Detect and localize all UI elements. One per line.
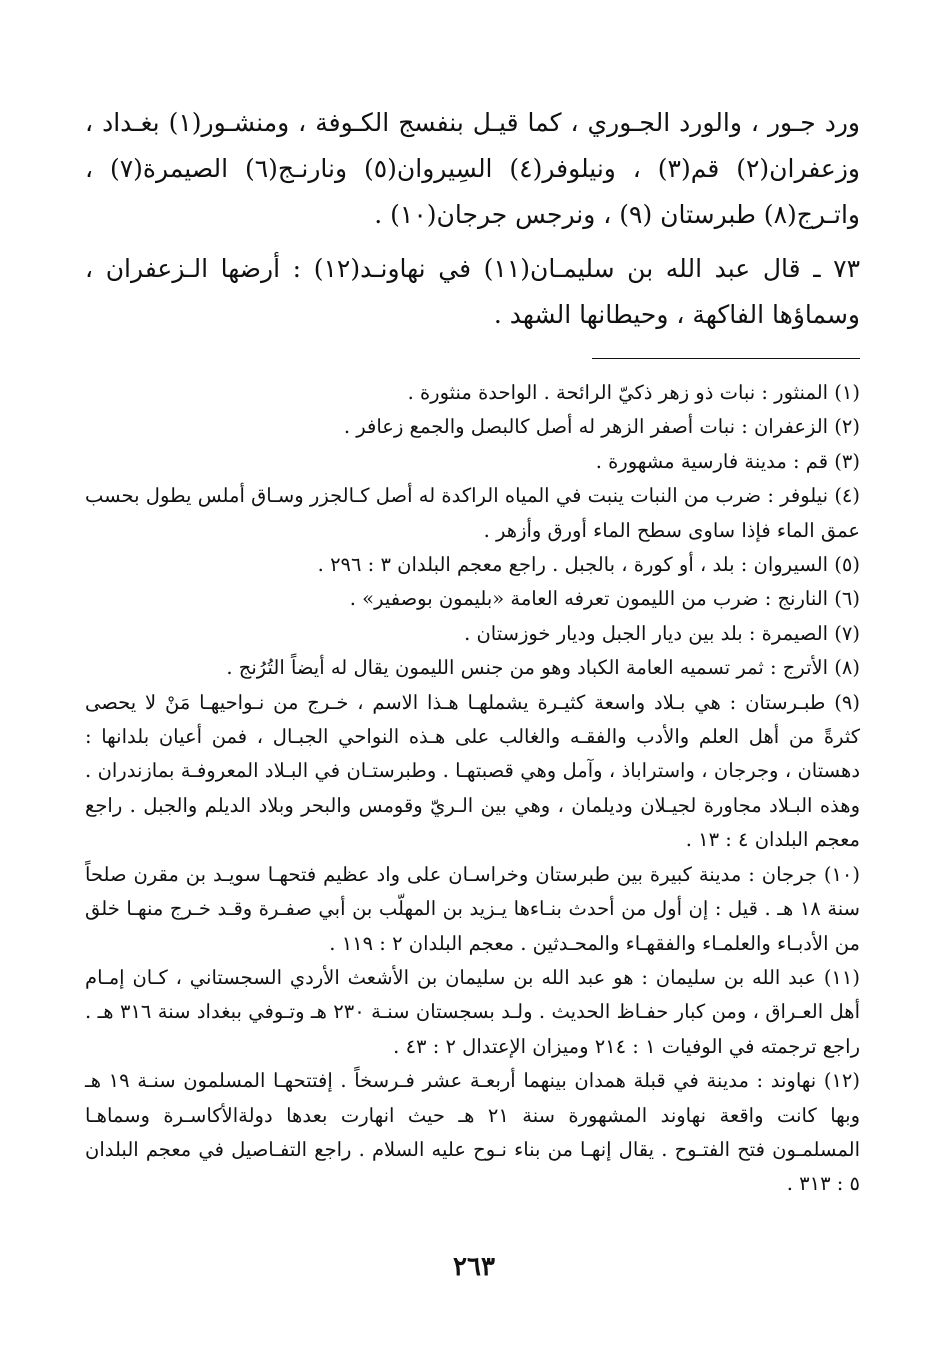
footnote-text: المنثور : نبات ذو زهر ذكيّ الرائحة . الواحدة منثورة . [407,381,829,404]
footnote-text: عبد الله بن سليمان : هو عبد الله بن سليمان بن الأشعث الأردي السجستاني ، كـان إمـام أهل العـراق ، ومن كبار حفـاظ الحديث . ولـد بسجستان سنـة ٢٣٠ هـ وتـوفي ببغداد سنة ٣١٦ هـ . راجع ترجمته في الوفيات ١ : ٢١٤ وميزان الإعتدال ٢ : ٤٣ . [85,965,860,1058]
footnote-text: نهاوند : مدينة في قبلة همدان بينهما أربعـة عشر فـرسخاً . إفتتحهـا المسلمون سنـة ١٩ هـ وبها كانت واقعة نهاوند المشهورة سنة ٢١ هـ حيث انهارت بعدها دولةالأكاسـرة وسماهـا المسلمـون فتح الفتـوح . يقال إنهـا من بناء نـوح عليه السلام . راجع التفـاصيل في معجم البلدان ٥ : ٣١٣ . [85,1069,861,1196]
footnote-number: (١٠) [823,862,861,886]
footnote [85,410,860,444]
footnote-text: قم : مدينة فارسية مشهورة . [595,449,829,473]
footnote [85,582,860,616]
footnote-number: (٧) [834,621,860,645]
page-number: ٢٦٣ [453,1252,495,1282]
footnote-text: الصيمرة : بلد بين ديار الجبل وديار خوزستان . [464,621,829,645]
footnote-text: الأترج : ثمر تسميه العامة الكباد وهو من جنس الليمون يقال له أيضاً التُرُنج . [226,656,829,680]
main-paragraph: ورد جـور ، والورد الجـوري ، كما قيـل بنفسج الكـوفة ، ومنشـور(١) بغـداد ، وزعفران(٢) قم(٣) ، ونيلوفر(٤) السِيروان(٥) ونارنـج(٦) الصيمرة(٧) ، واتـرج(٨) طبرستان (٩) ، ونرجس جرجان(١٠) . [85,108,860,229]
footnote [85,617,860,651]
footnote-text: السيروان : بلد ، أو كورة ، بالجبل . راجع معجم البلدان ٣ : ٢٩٦ . [317,553,829,577]
footnote-number: (٢) [834,415,860,439]
footnote-number: (٨) [834,656,860,680]
footnote-number: (٩) [834,690,860,714]
footnote [85,445,860,479]
footnote [85,961,860,1064]
footnote-number: (٥) [834,553,860,577]
footnote [85,548,860,582]
footnote-text: نيلوفر : ضرب من النبات ينبت في المياه الراكدة له أصل كـالجزر وسـاق أملس يطول بحسب عمق الماء فإذا ساوى سطح الماء أورق وأزهر . [85,484,860,542]
footnote-number: (٣) [834,449,860,473]
main-text [85,100,860,338]
entry-73: ٧٣ ـ قال عبد الله بن سليمـان(١١) في نهاونـد(١٢) : أرضها الـزعفران ، وسماؤها الفاكهة ، وحيطانها الشهد . [85,254,860,329]
footnote-text: النارنج : ضرب من الليمون تعرفه العامة «بليمون بوصفير» . [349,587,829,611]
footnote-number: (١١) [823,965,860,989]
footnote-number: (٤) [834,484,861,508]
footnote-number: (١٢) [823,1069,860,1093]
footnote [85,1064,860,1202]
footnote [85,686,860,858]
footnote [85,858,860,961]
footnote-text: الزعفران : نبات أصفر الزهر له أصل كالبصل والجمع زعافر . [343,415,829,439]
footnote [85,376,860,410]
footnote [85,651,860,685]
footnote [85,479,860,548]
footnote-number: (٦) [834,587,860,611]
footnote-text: جرجان : مدينة كبيرة بين طبرستان وخراسـان على واد عظيم فتحهـا سويـد بن مقرن صلحاً سنة ١٨ هـ . قيل : إن أول من أحدث بنـاءها يـزيد بن المهلّب بن أبي صفـرة وقـد خـرج منهـا خلق من الأدبـاء والعلمـاء والفقهـاء والمحـدثين . معجم البلدان ٢ : ١١٩ . [85,862,860,955]
footnote-number: (١) [834,381,860,404]
footnote-separator [592,358,860,359]
footnotes [85,376,860,1202]
footnote-text: طبـرستان : هي بـلاد واسعة كثيـرة يشملهـا هـذا الاسم ، خـرج من نـواحيهـا مَنْ لا يحصى كثرةً من أهل العلم والأدب والفقـه والغالب على هـذه النواحي الجبـال ، فمن أعيان بلدانها : دهستان ، وجرجان ، واستراباذ ، وآمل وهي قصبتهـا . وطبرستـان في البـلاد المعروفـة بمازندران . وهذه البـلاد مجاورة لجيـلان وديلمان ، وهي بين الـريّ وقومس والبحر وبلاد الديلم والجبل . راجع معجم البلدان ٤ : ١٣ . [85,690,860,852]
